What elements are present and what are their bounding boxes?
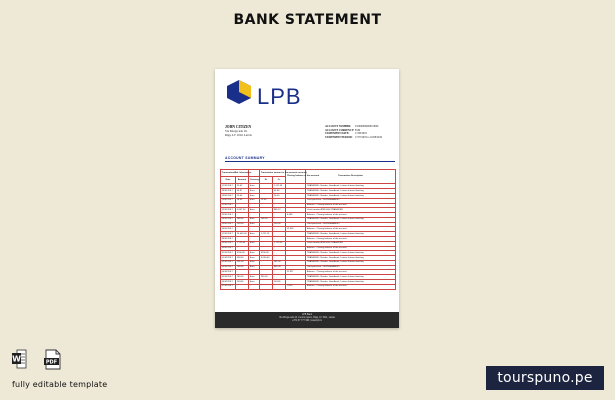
table-cell: 20.00 <box>236 193 249 198</box>
svg-text:W: W <box>12 354 21 364</box>
table-cell: 20/01/2017 <box>221 198 236 203</box>
description-cell: Balance - Closing balance of the account <box>306 246 396 251</box>
table-cell: 103.45 <box>236 280 249 285</box>
description-cell: TRANSFER - Nordea, Swedbank, Latvian Internet banking <box>306 280 396 285</box>
table-cell: - <box>273 217 286 222</box>
table-cell: 4,657.50 <box>236 208 249 213</box>
description-cell: TRANSFER - Nordea, Swedbank, Latvian Internet banking <box>306 193 396 198</box>
table-cell: Euro <box>249 280 260 285</box>
account-detail-value: LV00000000000 0000 <box>355 125 379 128</box>
word-document-icon <box>12 349 26 369</box>
description-cell: TRANSFER - Nordea, Swedbank, Latvian Internet banking <box>306 251 396 256</box>
description-cell: Cash transfer ATM 0000 TRANSFER <box>306 208 396 213</box>
table-cell: 17/01/2017 <box>221 184 236 189</box>
lpb-logo <box>225 79 315 109</box>
table-cell: 26/01/2017 <box>221 227 236 232</box>
table-cell: - <box>273 213 286 218</box>
table-cell: - <box>273 246 286 251</box>
table-cell: 181.00 <box>273 260 286 265</box>
document-footer <box>215 312 399 328</box>
table-cell: 05/02/2017 <box>221 275 236 280</box>
table-cell: - <box>260 208 273 213</box>
table-cell: - <box>260 284 273 289</box>
account-detail-value: EUR <box>355 128 361 132</box>
account-detail-key: ACCOUNT NUMBER: <box>325 125 352 128</box>
column-header-amount: Amount <box>236 177 249 184</box>
footer-contact: +371 67 777 999 | www.lpb.lv <box>291 320 323 322</box>
group-header-closing: Closing balance of the account <box>286 170 306 184</box>
table-cell: 18/01/2017 <box>221 189 236 194</box>
table-cell: Euro <box>249 193 260 198</box>
table-cell: - <box>273 270 286 275</box>
table-cell: - <box>260 222 273 227</box>
footer-address: Via Morga iela 10, Centrs rajons, Riga, LV 1011, Latvia <box>279 317 335 319</box>
column-header-dr: Dr <box>260 177 273 184</box>
description-cell: TRANSFER - Nordea, Swedbank, Latvian Internet banking <box>306 256 396 261</box>
table-cell: 25/01/2017 <box>221 222 236 227</box>
description-cell: TRANSFER - Nordea, Swedbank, Latvian Internet banking <box>306 260 396 265</box>
table-cell: - <box>273 256 286 261</box>
table-cell: 1,111.18 <box>273 184 286 189</box>
table-cell: - <box>260 270 273 275</box>
table-cell: - <box>273 275 286 280</box>
table-cell: - <box>273 251 286 256</box>
table-cell: 06/02/2017 <box>221 280 236 285</box>
table-cell: Euro <box>249 241 260 246</box>
table-cell: 02/02/2017 <box>221 260 236 265</box>
description-cell: Card purchase - SUPERMARKET <box>306 265 396 270</box>
pdf-document-icon <box>44 349 62 370</box>
page-title: BANK STATEMENT <box>233 12 382 28</box>
table-cell: - <box>273 284 286 289</box>
brand-badge[interactable]: tourspuno.pe <box>486 366 604 390</box>
holder-name: JOHN CITIZEN <box>225 125 252 129</box>
account-holder-block <box>225 125 252 137</box>
table-cell: - <box>260 265 273 270</box>
table-cell: 27/01/2017 <box>221 232 236 237</box>
table-cell: 01/02/2017 <box>221 256 236 261</box>
table-cell: - <box>260 236 273 241</box>
table-cell: 280.00 <box>236 275 249 280</box>
table-cell: 20.00 <box>273 193 286 198</box>
table-cell: - <box>236 270 249 275</box>
group-header-amount: Transaction amount in the account currency <box>260 170 286 177</box>
table-cell: - <box>236 213 249 218</box>
holder-address-line1: Via Morga iela 10, <box>225 129 248 133</box>
table-cell: - <box>249 236 260 241</box>
account-detail-key: ACCOUNT CURRENCY: <box>325 128 355 132</box>
table-cell: 19/01/2017 <box>221 193 236 198</box>
transactions-table <box>220 169 396 290</box>
closing-balance-cell: 11,927 <box>286 270 306 275</box>
table-cell: 3700.00 <box>260 251 273 256</box>
table-cell: 200.00 <box>273 222 286 227</box>
account-detail-value: 17/07/2019 to 16/08/2019 <box>355 135 382 139</box>
table-cell: 24/01/2017 <box>221 217 236 222</box>
description-cell: TRANSFER - Nordea, Swedbank, Latvian Internet banking <box>306 189 396 194</box>
table-cell: - <box>273 203 286 208</box>
table-cell: 1,711.00 <box>236 241 249 246</box>
table-cell: - <box>249 270 260 275</box>
column-header-date: Date <box>221 177 236 184</box>
table-cell: 21/01/2017 <box>221 203 236 208</box>
table-cell: - <box>260 246 273 251</box>
account-detail-value: 17/08/2019 <box>355 132 367 136</box>
table-cell: 3700.00 <box>236 251 249 256</box>
table-cell: 188.00 <box>260 217 273 222</box>
footer-bank-name: LPB Bank <box>301 314 313 316</box>
table-cell: - <box>260 193 273 198</box>
description-cell: Balance - Closing balance of the account <box>306 236 396 241</box>
description-cell: Balance - Closing balance of the account <box>306 270 396 275</box>
table-cell: - <box>260 241 273 246</box>
account-detail-key: STATEMENT PERIOD: <box>325 135 353 139</box>
table-cell: - <box>236 236 249 241</box>
table-cell: - <box>249 213 260 218</box>
format-icons <box>12 349 72 371</box>
table-cell: - <box>260 203 273 208</box>
account-detail-key: STATEMENT DATE: <box>325 132 350 136</box>
table-cell: - <box>249 284 260 289</box>
description-cell: Cash transfer ATM 0000 TRANSFER <box>306 241 396 246</box>
holder-address-line2: Riga, LV 1010, Latvia <box>225 133 252 137</box>
table-cell: Euro <box>249 208 260 213</box>
description-cell: TRANSFER - Nordea, Swedbank, Latvian Internet banking <box>306 275 396 280</box>
table-cell: Euro <box>249 222 260 227</box>
table-cell: 58.87 <box>236 189 249 194</box>
account-details-block <box>325 125 382 139</box>
table-cell: 23/01/2017 <box>221 213 236 218</box>
svg-text:PDF: PDF <box>45 359 58 366</box>
table-cell: Euro <box>249 189 260 194</box>
table-cell: 18.00 <box>236 198 249 203</box>
table-cell: - <box>236 227 249 232</box>
table-row <box>221 284 396 289</box>
table-cell: - <box>236 284 249 289</box>
table-cell: - <box>260 260 273 265</box>
description-cell: TRANSFER - Nordea, Swedbank, Latvian Internet banking <box>306 184 396 189</box>
table-cell: - <box>260 213 273 218</box>
description-cell: Card purchase - SUPERMARKET <box>306 222 396 227</box>
table-cell: - <box>273 232 286 237</box>
editable-template-label: fully editable template <box>12 380 108 389</box>
statement-document-preview <box>215 69 399 328</box>
table-cell: 1,211.15 <box>260 232 273 237</box>
table-cell: 980.00 <box>273 265 286 270</box>
table-cell: - <box>273 227 286 232</box>
table-cell: Euro <box>249 198 260 203</box>
description-cell: Balance - Closing balance of the account <box>306 213 396 218</box>
table-cell: - <box>260 189 273 194</box>
table-cell: Euro <box>249 184 260 189</box>
table-cell: 30/01/2017 <box>221 246 236 251</box>
table-cell: 28/01/2017 <box>221 236 236 241</box>
description-cell: Balance - Closing balance of the account <box>306 284 396 289</box>
description-cell: Balance - Closing balance of the account <box>306 203 396 208</box>
description-cell: TRANSFER - Nordea, Swedbank, Latvian Internet banking <box>306 232 396 237</box>
table-cell: 200.00 <box>236 222 249 227</box>
table-cell: Euro <box>249 275 260 280</box>
description-cell: Card purchase - SUPERMARKET <box>306 198 396 203</box>
table-cell: Euro <box>249 251 260 256</box>
description-cell: TRANSFER - Nordea, Swedbank, Latvian Internet banking <box>306 217 396 222</box>
table-cell: 103.45 <box>273 280 286 285</box>
group-header-transaction: Transaction/Bal. Information <box>221 170 249 177</box>
table-cell: 04/02/2017 <box>221 270 236 275</box>
table-cell: 45.98 <box>273 189 286 194</box>
closing-balance-cell: 4,468 <box>286 213 306 218</box>
table-cell: 29/01/2017 <box>221 241 236 246</box>
table-cell: 191.00 <box>236 260 249 265</box>
summary-title: ACCOUNT SUMMARY <box>225 156 265 160</box>
closing-balance-cell: 12,542 <box>286 227 306 232</box>
table-cell: - <box>260 227 273 232</box>
group-header-description: Transaction Description <box>306 170 396 184</box>
table-cell: Euro <box>249 217 260 222</box>
table-cell: 31/01/2017 <box>221 251 236 256</box>
table-cell: 25.42 <box>236 184 249 189</box>
column-header-cr: Cr <box>273 177 286 184</box>
table-cell: - <box>260 280 273 285</box>
table-cell: - <box>249 246 260 251</box>
table-cell: Euro <box>249 260 260 265</box>
table-cell: Euro <box>249 232 260 237</box>
table-cell: 5,000.00 <box>260 256 273 261</box>
table-cell: - <box>249 203 260 208</box>
table-cell: 780.00 <box>236 265 249 270</box>
table-cell: 22/01/2017 <box>221 208 236 213</box>
table-cell: - <box>236 203 249 208</box>
column-header-currency: Currency <box>249 177 260 184</box>
summary-divider <box>225 161 395 162</box>
table-cell: 188.00 <box>236 217 249 222</box>
table-cell: 986.12 <box>273 208 286 213</box>
table-cell: - <box>236 246 249 251</box>
closing-balance-cell: 7,816 <box>286 284 306 289</box>
table-cell: Euro <box>249 256 260 261</box>
table-cell: 1,711.00 <box>273 241 286 246</box>
logo-text: LPB <box>257 84 302 109</box>
table-cell: 07/02/2017 <box>221 284 236 289</box>
table-cell: - <box>249 227 260 232</box>
table-cell: 14,000.00 <box>236 232 247 235</box>
table-cell: - <box>260 184 273 189</box>
table-cell: 03/02/2017 <box>221 265 236 270</box>
description-cell: Balance - Closing balance of the account <box>306 227 396 232</box>
account-detail-row <box>325 136 382 140</box>
table-cell: - <box>273 198 286 203</box>
table-cell: Euro <box>249 265 260 270</box>
table-cell: 458.00 <box>236 256 249 261</box>
table-cell: - <box>273 236 286 241</box>
lpb-logo-icon <box>225 79 253 105</box>
table-cell: 290.00 <box>260 275 273 280</box>
table-cell: 15.00 <box>260 198 273 203</box>
